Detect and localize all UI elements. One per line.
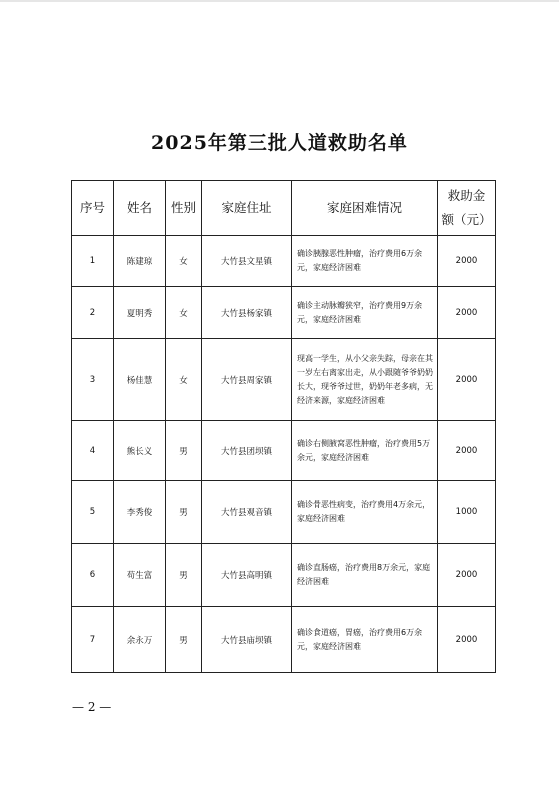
row-name: 熊长义 <box>114 421 166 481</box>
row-seq: 4 <box>72 421 114 481</box>
row-gender: 女 <box>166 287 202 339</box>
row-amount: 2000 <box>438 544 496 607</box>
table-row <box>72 421 496 481</box>
row-gender: 男 <box>166 421 202 481</box>
table-row <box>72 236 496 287</box>
header-name: 姓名 <box>114 181 166 236</box>
relief-list-table <box>71 180 496 673</box>
table-row <box>72 607 496 673</box>
row-amount: 2000 <box>438 421 496 481</box>
row-hardship: 确诊主动脉瓣狭窄，治疗费用9万余元，家庭经济困难 <box>292 287 438 339</box>
page-top-edge <box>0 0 559 2</box>
row-seq: 7 <box>72 607 114 673</box>
row-name: 陈建琼 <box>114 236 166 287</box>
row-hardship: 确诊胰腺恶性肿瘤，治疗费用6万余元，家庭经济困难 <box>292 236 438 287</box>
row-gender: 男 <box>166 544 202 607</box>
row-address: 大竹县文星镇 <box>202 236 292 287</box>
table-header-row <box>72 181 496 236</box>
document-title: 2025年第三批人道救助名单 <box>151 132 408 154</box>
row-amount: 2000 <box>438 607 496 673</box>
row-name: 苟生富 <box>114 544 166 607</box>
row-hardship: 确诊右侧腋窝恶性肿瘤，治疗费用5万余元，家庭经济困难 <box>292 421 438 481</box>
row-hardship: 确诊直肠癌，治疗费用8万余元，家庭经济困难 <box>292 544 438 607</box>
row-amount: 2000 <box>438 236 496 287</box>
row-amount: 2000 <box>438 287 496 339</box>
row-amount: 2000 <box>438 339 496 421</box>
row-hardship: 现高一学生，从小父亲失踪，母亲在其一岁左右离家出走，从小跟随爷爷奶奶长大，现爷爷过世，奶奶年老多病，无经济来源，家庭经济困难 <box>292 339 438 421</box>
row-address: 大竹县观音镇 <box>202 481 292 544</box>
header-amount <box>438 181 496 236</box>
row-name: 李秀俊 <box>114 481 166 544</box>
header-gender: 性别 <box>166 181 202 236</box>
row-address: 大竹县庙坝镇 <box>202 607 292 673</box>
header-address: 家庭住址 <box>202 181 292 236</box>
table-row <box>72 544 496 607</box>
row-hardship: 确诊骨恶性病变，治疗费用4万余元，家庭经济困难 <box>292 481 438 544</box>
row-address: 大竹县周家镇 <box>202 339 292 421</box>
row-gender: 女 <box>166 339 202 421</box>
row-address: 大竹县杨家镇 <box>202 287 292 339</box>
table-row <box>72 481 496 544</box>
row-gender: 女 <box>166 236 202 287</box>
row-seq: 1 <box>72 236 114 287</box>
table-row <box>72 339 496 421</box>
row-amount: 1000 <box>438 481 496 544</box>
row-gender: 男 <box>166 481 202 544</box>
row-name: 夏明秀 <box>114 287 166 339</box>
row-seq: 6 <box>72 544 114 607</box>
row-gender: 男 <box>166 607 202 673</box>
row-hardship: 确诊食道癌，胃癌，治疗费用6万余元，家庭经济困难 <box>292 607 438 673</box>
header-amount-line2: 额（元） <box>441 212 492 227</box>
page-number: — 2 — <box>72 700 112 714</box>
row-name: 余永万 <box>114 607 166 673</box>
header-seq: 序号 <box>72 181 114 236</box>
row-name: 杨佳慧 <box>114 339 166 421</box>
row-seq: 2 <box>72 287 114 339</box>
row-seq: 5 <box>72 481 114 544</box>
header-hardship: 家庭困难情况 <box>292 181 438 236</box>
row-seq: 3 <box>72 339 114 421</box>
table-row <box>72 287 496 339</box>
header-amount-line1: 救助金 <box>447 188 486 203</box>
row-address: 大竹县高明镇 <box>202 544 292 607</box>
row-address: 大竹县团坝镇 <box>202 421 292 481</box>
